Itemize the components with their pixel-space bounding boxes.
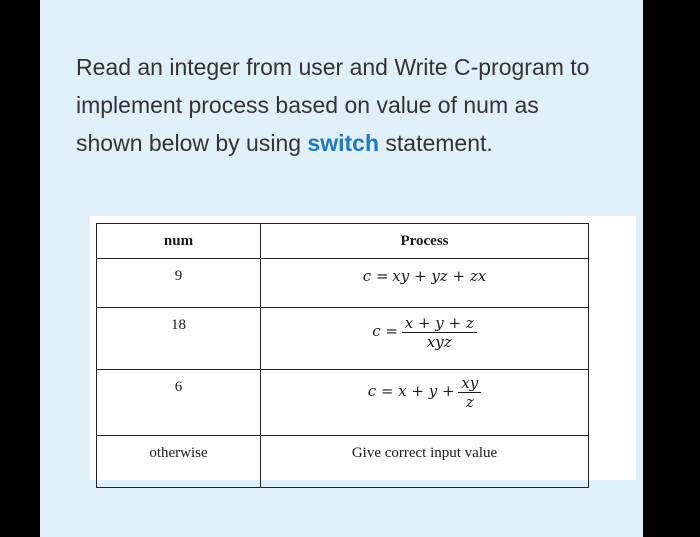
fraction-numerator: x + y + z xyxy=(404,314,474,332)
fraction-numerator: xy xyxy=(461,374,479,392)
formula-expression: xy + yz + zx xyxy=(392,267,487,285)
header-num: num xyxy=(97,224,261,259)
header-process: Process xyxy=(261,224,589,259)
fraction xyxy=(402,314,477,351)
question-text-intro: Read an integer from user and Write C-program to implement process based on value of num as shown below by using xyxy=(76,54,590,156)
switch-keyword: switch xyxy=(307,130,379,156)
num-cell: 18 xyxy=(97,308,261,370)
formula-lhs: c = x + y + xyxy=(367,381,455,400)
question-text xyxy=(76,48,596,162)
process-cell xyxy=(261,259,589,308)
process-table xyxy=(96,223,589,488)
process-cell: Give correct input value xyxy=(261,436,589,488)
process-table-image xyxy=(90,216,636,480)
num-cell: 6 xyxy=(97,370,261,436)
question-text-end: statement. xyxy=(385,130,493,156)
process-cell xyxy=(261,308,589,370)
fraction-denominator: z xyxy=(458,392,481,411)
formula-lhs: c = xyxy=(362,267,389,285)
formula-lhs: c = xyxy=(372,321,398,340)
fraction-denominator: xyz xyxy=(402,332,477,351)
process-cell xyxy=(261,370,589,436)
table-header-row xyxy=(97,224,589,259)
num-cell: otherwise xyxy=(97,436,261,488)
table-row xyxy=(97,308,589,370)
num-cell: 9 xyxy=(97,259,261,308)
fraction xyxy=(458,374,481,411)
question-card xyxy=(40,0,643,537)
table-row xyxy=(97,436,589,488)
table-row xyxy=(97,370,589,436)
table-row xyxy=(97,259,589,308)
